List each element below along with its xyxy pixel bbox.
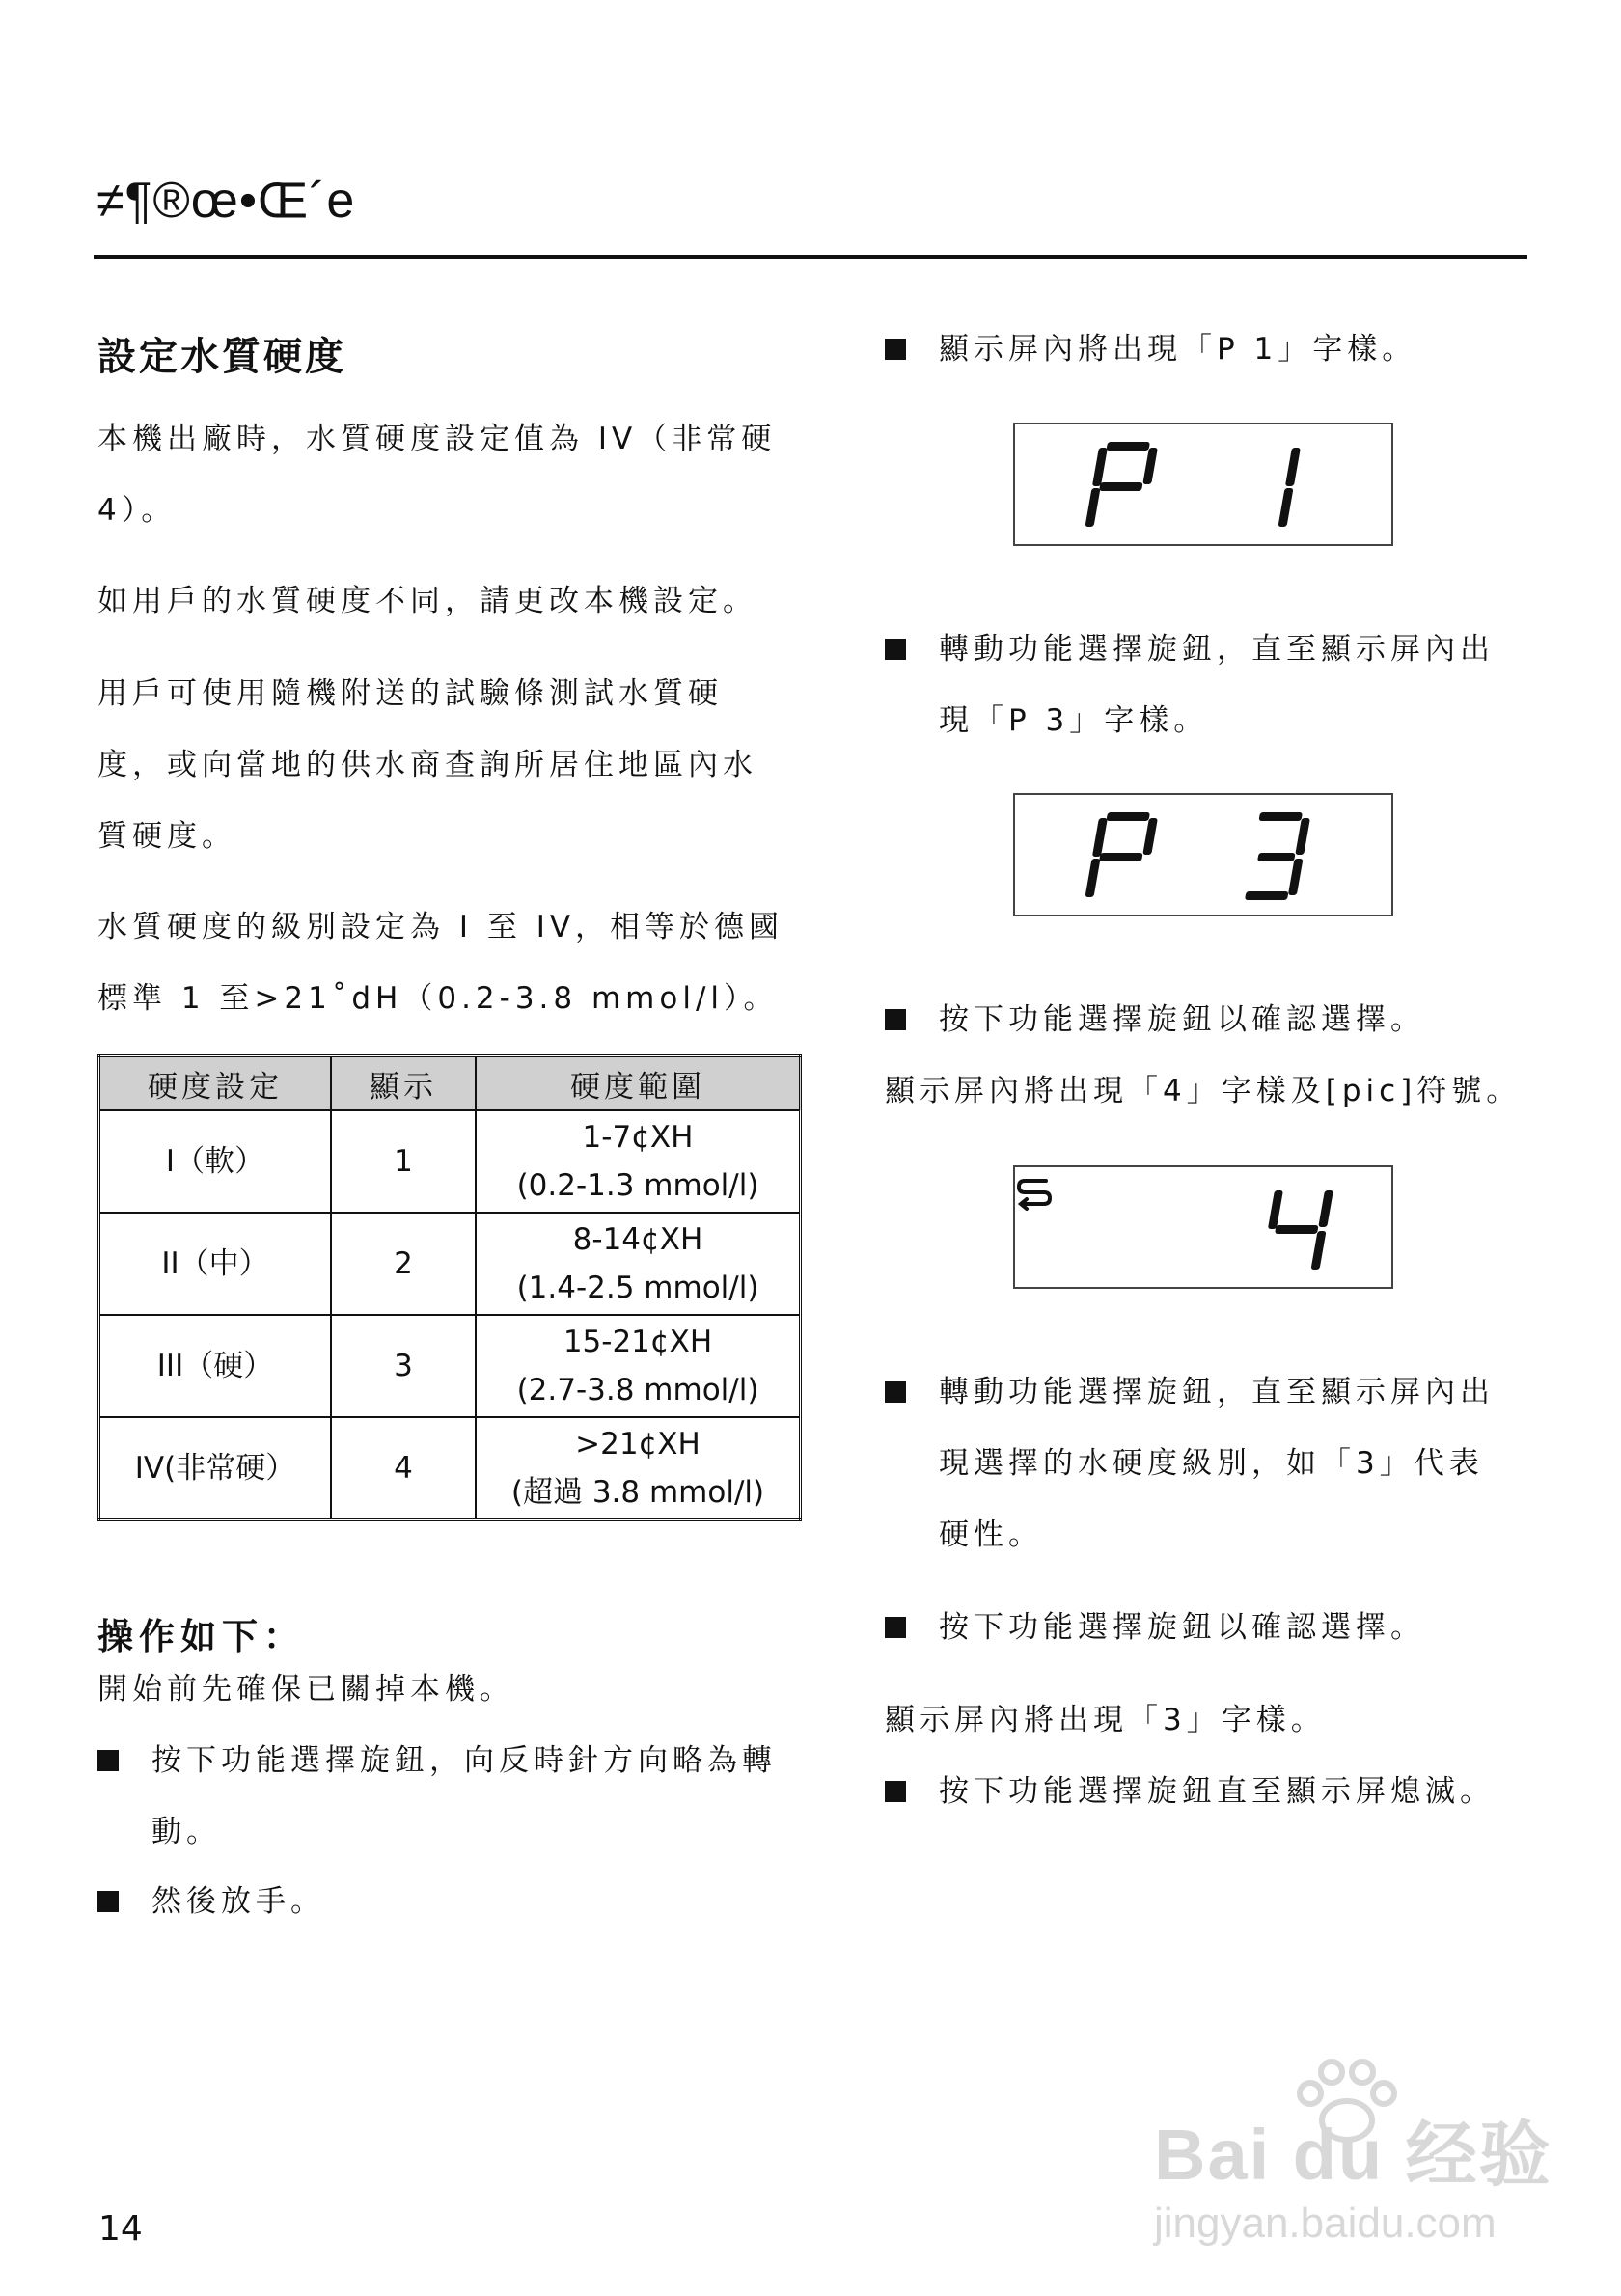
text-line: 轉動功能選擇旋鈕，直至顯示屏內出 — [939, 632, 1495, 667]
header-divider — [94, 255, 1527, 259]
lcd-display-4 — [1013, 1165, 1393, 1289]
step-item — [885, 314, 1416, 385]
range-mmol: (0.2-1.3 mmol/l) — [516, 1168, 759, 1203]
lcd-digits — [1015, 795, 1391, 915]
table-row — [99, 1315, 801, 1417]
hardness-table — [97, 1054, 802, 1521]
text-line: 顯示屏內將出現「P 1」字樣。 — [939, 332, 1417, 367]
step-item — [885, 1592, 1425, 1663]
text-line: 按下功能選擇旋鈕以確認選擇。 — [939, 1002, 1425, 1037]
square-bullet-icon — [97, 1750, 119, 1771]
column-header: 硬度範圍 — [476, 1056, 801, 1111]
step-item — [885, 1756, 1495, 1827]
range-mmol: (2.7-3.8 mmol/l) — [516, 1373, 759, 1408]
page-header-title: ≠¶®œ•Œ´e — [96, 173, 356, 229]
table-header-row — [99, 1056, 801, 1111]
step-item — [885, 614, 1495, 756]
page-number: 14 — [98, 2209, 143, 2249]
digit-3-icon — [1245, 812, 1311, 900]
table-row — [99, 1110, 801, 1213]
range-mmol: (超過 3.8 mmol/l) — [510, 1475, 765, 1510]
change-setting-paragraph: 如用戶的水質硬度不同，請更改本機設定。 — [97, 584, 757, 618]
step-item — [97, 1866, 325, 1937]
watermark-brand: Bai du 经验 — [1154, 2115, 1552, 2195]
text-line: 標準 1 至>21˚dH（0.2-3.8 mmol/l）。 — [97, 981, 779, 1016]
text-line: 硬性。 — [939, 1517, 1043, 1552]
step-item — [885, 1356, 1495, 1571]
text-line: 質硬度。 — [97, 819, 236, 854]
intro-paragraph — [97, 403, 776, 546]
step-item — [97, 1725, 777, 1868]
hardness-setting-cell: III（硬） — [99, 1315, 332, 1417]
digit-4-icon — [1260, 1190, 1333, 1270]
text-line: 水質硬度的級別設定為 I 至 IV，相等於德國 — [97, 910, 784, 944]
square-bullet-icon — [885, 339, 906, 360]
text-line: 本機出廠時，水質硬度設定值為 IV（非常硬 — [97, 422, 777, 456]
range-cell — [476, 1110, 801, 1213]
text-line: 現選擇的水硬度級別，如「3」代表 — [939, 1446, 1484, 1481]
watermark-url: jingyan.baidu.com — [1154, 2200, 1497, 2247]
display-note: 顯示屏內將出現「4」字樣及[pic]符號。 — [885, 1074, 1522, 1108]
text-line: 現「P 3」字樣。 — [939, 703, 1209, 738]
display-cell: 1 — [331, 1110, 476, 1213]
range-cell — [476, 1417, 801, 1520]
range-dh: 8-14¢XH — [572, 1222, 703, 1257]
lcd-digits — [1015, 424, 1391, 544]
lcd-digits — [1015, 1167, 1391, 1287]
square-bullet-icon — [885, 1781, 906, 1802]
text-line: 4）。 — [97, 493, 177, 528]
digit-p-icon — [1085, 812, 1159, 897]
display-cell: 3 — [331, 1315, 476, 1417]
range-dh: 15-21¢XH — [563, 1325, 713, 1359]
square-bullet-icon — [885, 639, 906, 660]
digit-p-icon — [1085, 442, 1159, 527]
range-mmol: (1.4-2.5 mmol/l) — [516, 1271, 759, 1305]
lcd-display-p1 — [1013, 423, 1393, 546]
square-bullet-icon — [885, 1617, 906, 1638]
square-bullet-icon — [885, 1009, 906, 1030]
text-line: 按下功能選擇旋鈕直至顯示屏熄滅。 — [939, 1774, 1495, 1809]
table-row — [99, 1417, 801, 1520]
text-line: 按下功能選擇旋鈕以確認選擇。 — [939, 1610, 1425, 1645]
text-line: 動。 — [151, 1815, 221, 1849]
table-row — [99, 1213, 801, 1315]
square-bullet-icon — [885, 1381, 906, 1403]
operations-intro: 開始前先確保已關掉本機。 — [97, 1672, 514, 1707]
column-header: 顯示 — [331, 1056, 476, 1111]
hardness-setting-cell: I（軟） — [99, 1110, 332, 1213]
step-item — [885, 984, 1425, 1055]
hardness-levels-paragraph — [97, 891, 783, 1034]
hardness-setting-cell: IV(非常硬） — [99, 1417, 332, 1520]
operations-title: 操作如下： — [97, 1616, 305, 1657]
text-line: 按下功能選擇旋鈕，向反時針方向略為轉 — [151, 1743, 777, 1778]
text-line: 度，或向當地的供水商查詢所居住地區內水 — [97, 748, 757, 782]
hardness-symbol-icon — [1019, 1181, 1050, 1209]
display-cell: 2 — [331, 1213, 476, 1315]
square-bullet-icon — [97, 1891, 119, 1912]
text-line: 然後放手。 — [151, 1884, 325, 1919]
text-line: 轉動功能選擇旋鈕，直至顯示屏內出 — [939, 1375, 1495, 1409]
text-line: 用戶可使用隨機附送的試驗條測試水質硬 — [97, 676, 723, 711]
lcd-display-p3 — [1013, 793, 1393, 916]
display-note: 顯示屏內將出現「3」字樣。 — [885, 1703, 1326, 1737]
range-cell — [476, 1315, 801, 1417]
section-title: 設定水質硬度 — [97, 335, 346, 379]
test-strip-paragraph — [97, 658, 757, 872]
range-dh: 1-7¢XH — [582, 1120, 694, 1155]
display-cell: 4 — [331, 1417, 476, 1520]
hardness-setting-cell: II（中） — [99, 1213, 332, 1315]
paw-logo-icon — [1289, 2053, 1405, 2149]
column-header: 硬度設定 — [99, 1056, 332, 1111]
range-dh: >21¢XH — [575, 1427, 701, 1462]
digit-1-icon — [1278, 448, 1300, 527]
range-cell — [476, 1213, 801, 1315]
